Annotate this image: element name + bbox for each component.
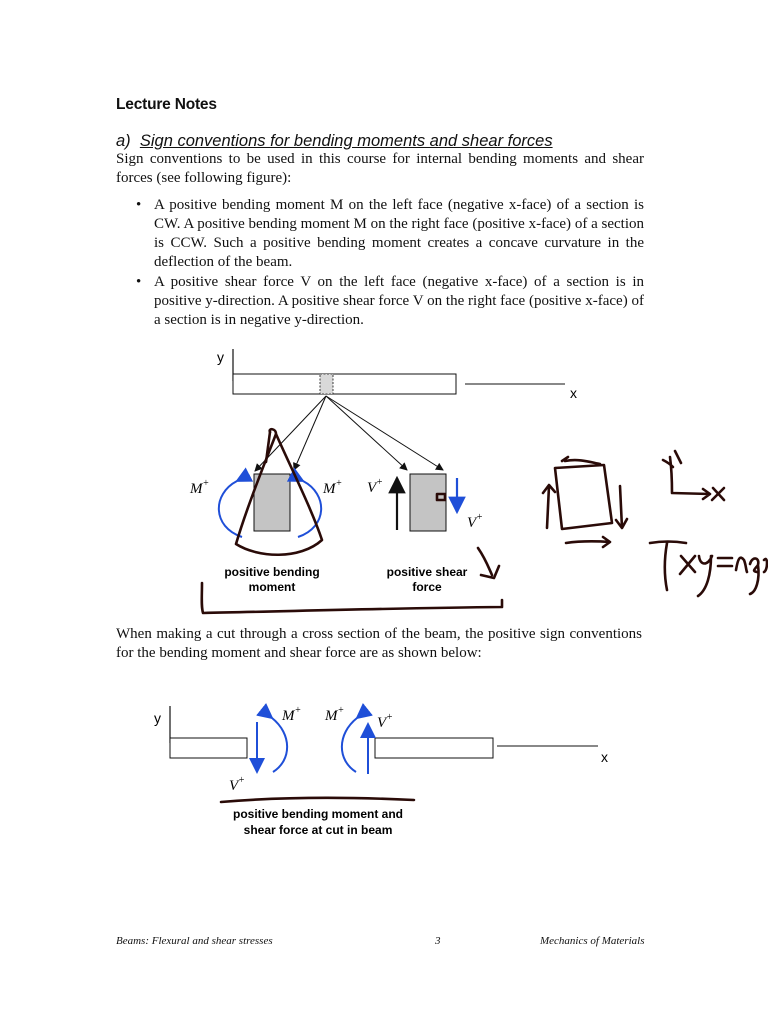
m-plus-label-right: M+ (323, 478, 343, 497)
figure-cut-in-beam (0, 700, 768, 850)
footer-page-number: 3 (435, 935, 441, 947)
y-axis-label-2: y (154, 710, 161, 726)
footer-left: Beams: Flexural and shear stresses (116, 935, 273, 947)
v-plus-label-2a: V+ (377, 712, 393, 731)
handwritten-bracket (202, 583, 502, 613)
handwritten-arrow (478, 548, 499, 578)
footer-right: Mechanics of Materials (540, 935, 645, 947)
cut-paragraph: When making a cut through a cross section of the beam, the positive sign conventions for the bending moment and shear force are as shown below: (116, 626, 642, 661)
v-plus-label-left: V+ (367, 477, 383, 496)
handwritten-underline (221, 798, 414, 802)
moment-arrow-left-2 (272, 718, 287, 772)
m-plus-label-2b: M+ (325, 705, 345, 724)
v-plus-label-2b: V+ (229, 775, 245, 794)
caption-cut-2: shear force at cut in beam (243, 823, 393, 837)
handwritten-axes (670, 457, 710, 499)
moment-arrow-left (219, 481, 242, 537)
caption-shear-2: force (412, 580, 442, 594)
shear-element (410, 474, 446, 531)
figure-sign-conventions (0, 335, 768, 625)
moment-element (254, 474, 290, 531)
caption-shear-1: positive shear (386, 565, 468, 579)
section-title-text: Sign conventions for bending moments and shear forces (139, 132, 553, 150)
section-label: a) (116, 132, 131, 150)
leader-arrow (294, 396, 326, 470)
bullet-shear-force: • A positive shear force V on the left face (negative x-face) of a section is in positive y-direction. A positive shear force V on the right face (positive x-face) of a section is in negative y-direction. (116, 273, 644, 330)
intro-paragraph: Sign conventions to be used in this course for internal bending moments and shear forces (see following figure): (116, 151, 644, 186)
beam (233, 374, 456, 394)
caption-bending-2: moment (248, 580, 296, 594)
bullet-list-1 (116, 196, 644, 272)
m-plus-label-left: M+ (190, 478, 210, 497)
beam-left-segment (170, 738, 247, 758)
section-title (116, 132, 553, 151)
moment-arrow-right-2 (342, 718, 357, 772)
bullet-list-2 (116, 273, 644, 330)
x-axis-label-2: x (601, 749, 608, 765)
x-axis-label: x (570, 385, 577, 401)
beam-cut-section (320, 374, 333, 394)
handwritten-tau-equation (650, 542, 767, 597)
v-plus-label-right: V+ (467, 512, 483, 531)
handwritten-tau-text: τxy = negative (650, 560, 657, 561)
caption-cut-1: positive bending moment and (232, 807, 404, 821)
caption-bending-1: positive bending (224, 565, 320, 579)
beam-right-segment (375, 738, 493, 758)
page-heading: Lecture Notes (116, 96, 217, 113)
leader-arrow (326, 396, 407, 470)
handwritten-stress-element (555, 465, 612, 529)
y-axis-label: y (217, 349, 224, 365)
m-plus-label-2a: M+ (282, 705, 302, 724)
bullet-bending-moment: • A positive bending moment M on the left face (negative x-face) of a section is CW. A positive bending moment M on the right face (positive x-face) of a section is CCW. Such a positive bending moment creates a concave curvature in the deflection of the beam. (116, 196, 644, 272)
leader-arrow (326, 396, 443, 470)
